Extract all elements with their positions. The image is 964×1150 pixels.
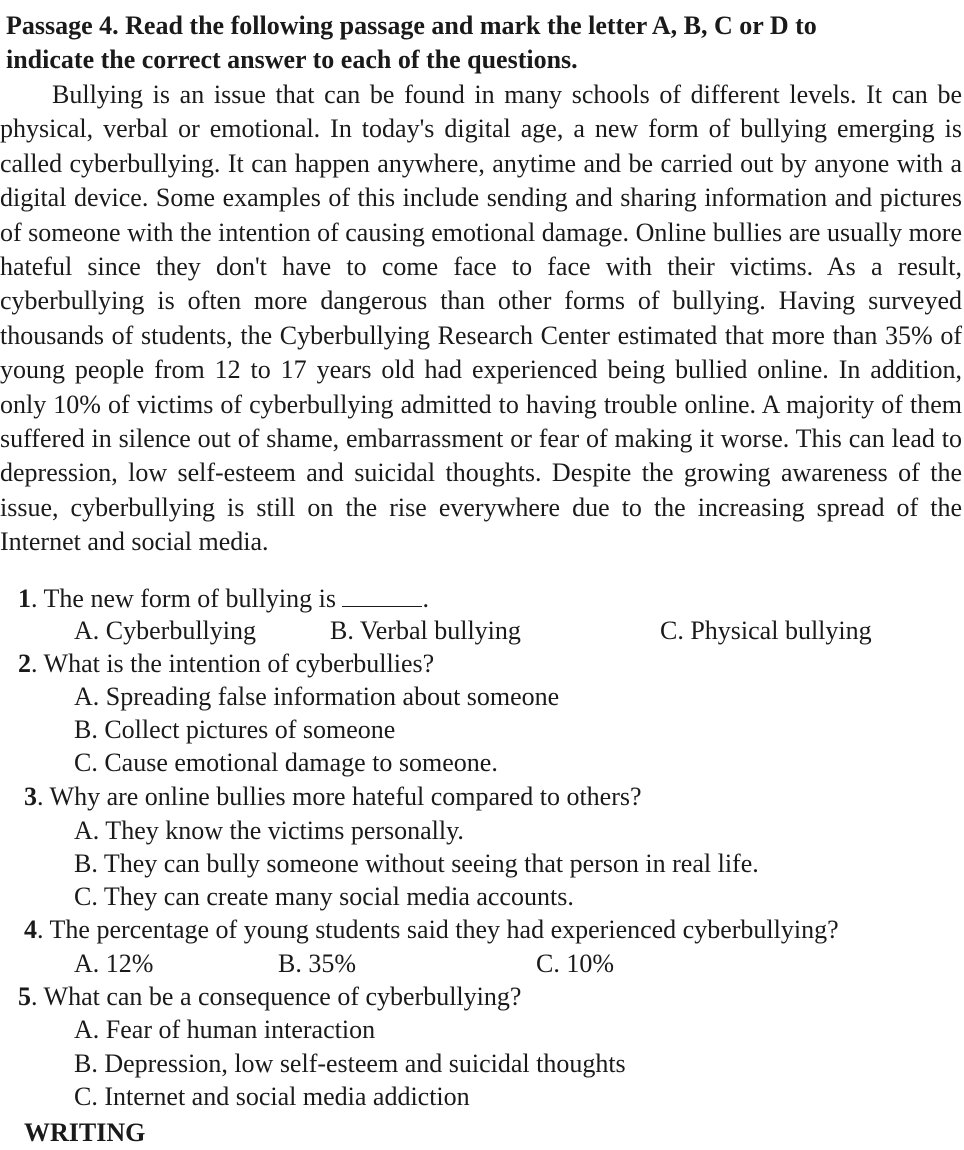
question-text-end: . — [422, 584, 429, 613]
next-section-heading-cutoff: WRITING — [24, 1118, 146, 1147]
question-1 — [18, 582, 429, 616]
question-text: . What is the intention of cyberbullies? — [31, 649, 435, 678]
q2-option-a: A. Spreading false information about someone — [74, 682, 560, 711]
question-5 — [18, 980, 521, 1014]
question-text: . What can be a consequence of cyberbullying? — [31, 982, 522, 1011]
q5-option-c: C. Internet and social media addiction — [74, 1082, 470, 1111]
question-2 — [18, 647, 434, 681]
q5-option-b: B. Depression, low self-esteem and suicidal thoughts — [74, 1049, 626, 1078]
question-number: 4 — [24, 915, 37, 944]
q4-option-a: A. 12% — [74, 949, 154, 978]
question-text: . The new form of bullying is — [31, 584, 343, 613]
q4-option-b: B. 35% — [278, 949, 356, 978]
answer-blank — [342, 586, 422, 607]
q5-option-a: A. Fear of human interaction — [74, 1015, 376, 1044]
question-text: . Why are online bullies more hateful compared to others? — [37, 782, 642, 811]
q3-option-a: A. They know the victims personally. — [74, 816, 464, 845]
question-number: 1 — [18, 584, 31, 613]
q1-option-a: A. Cyberbullying — [74, 616, 256, 645]
q1-option-b: B. Verbal bullying — [330, 616, 521, 645]
q4-option-c: C. 10% — [536, 949, 614, 978]
q2-option-c: C. Cause emotional damage to someone. — [74, 748, 498, 777]
question-number: 3 — [24, 782, 37, 811]
reading-passage: Bullying is an issue that can be found in many schools of different levels. It can be physical, verbal or emotional. In today's digital age, a new form of bullying emerging is called cyberbullying. It can happen anywhere, anytime and be carried out by anyone with a digital device. Some examples of this include sending and sharing information and pictures of someone with the intention of causing emotional damage. Online bullies are usually more hateful since they don't have to come face to face with their victims. As a result, cyberbullying is often more dangerous than other forms of bullying. Having surveyed thousands of students, the Cyberbullying Research Center estimated that more than 35% of young people from 12 to 17 years old had experienced being bullied online. In addition, only 10% of victims of cyberbullying admitted to having trouble online. A majority of them suffered in silence out of shame, embarrassment or fear of making it worse. This can lead to depression, low self-esteem and suicidal thoughts. Despite the growing awareness of the issue, cyberbullying is still on the rise everywhere due to the increasing spread of the Internet and social media. — [0, 80, 962, 557]
passage-heading-line-1: Passage 4. Read the following passage and mark the letter A, B, C or D to — [6, 11, 817, 40]
q1-option-c: C. Physical bullying — [660, 616, 872, 645]
question-number: 2 — [18, 649, 31, 678]
question-text: . The percentage of young students said they had experienced cyberbullying? — [37, 915, 839, 944]
question-4 — [24, 913, 839, 947]
question-3 — [24, 780, 642, 814]
q2-option-b: B. Collect pictures of someone — [74, 715, 396, 744]
q3-option-c: C. They can create many social media accounts. — [74, 882, 574, 911]
question-number: 5 — [18, 982, 31, 1011]
q3-option-b: B. They can bully someone without seeing that person in real life. — [74, 849, 759, 878]
passage-heading-line-2: indicate the correct answer to each of the questions. — [6, 45, 578, 74]
